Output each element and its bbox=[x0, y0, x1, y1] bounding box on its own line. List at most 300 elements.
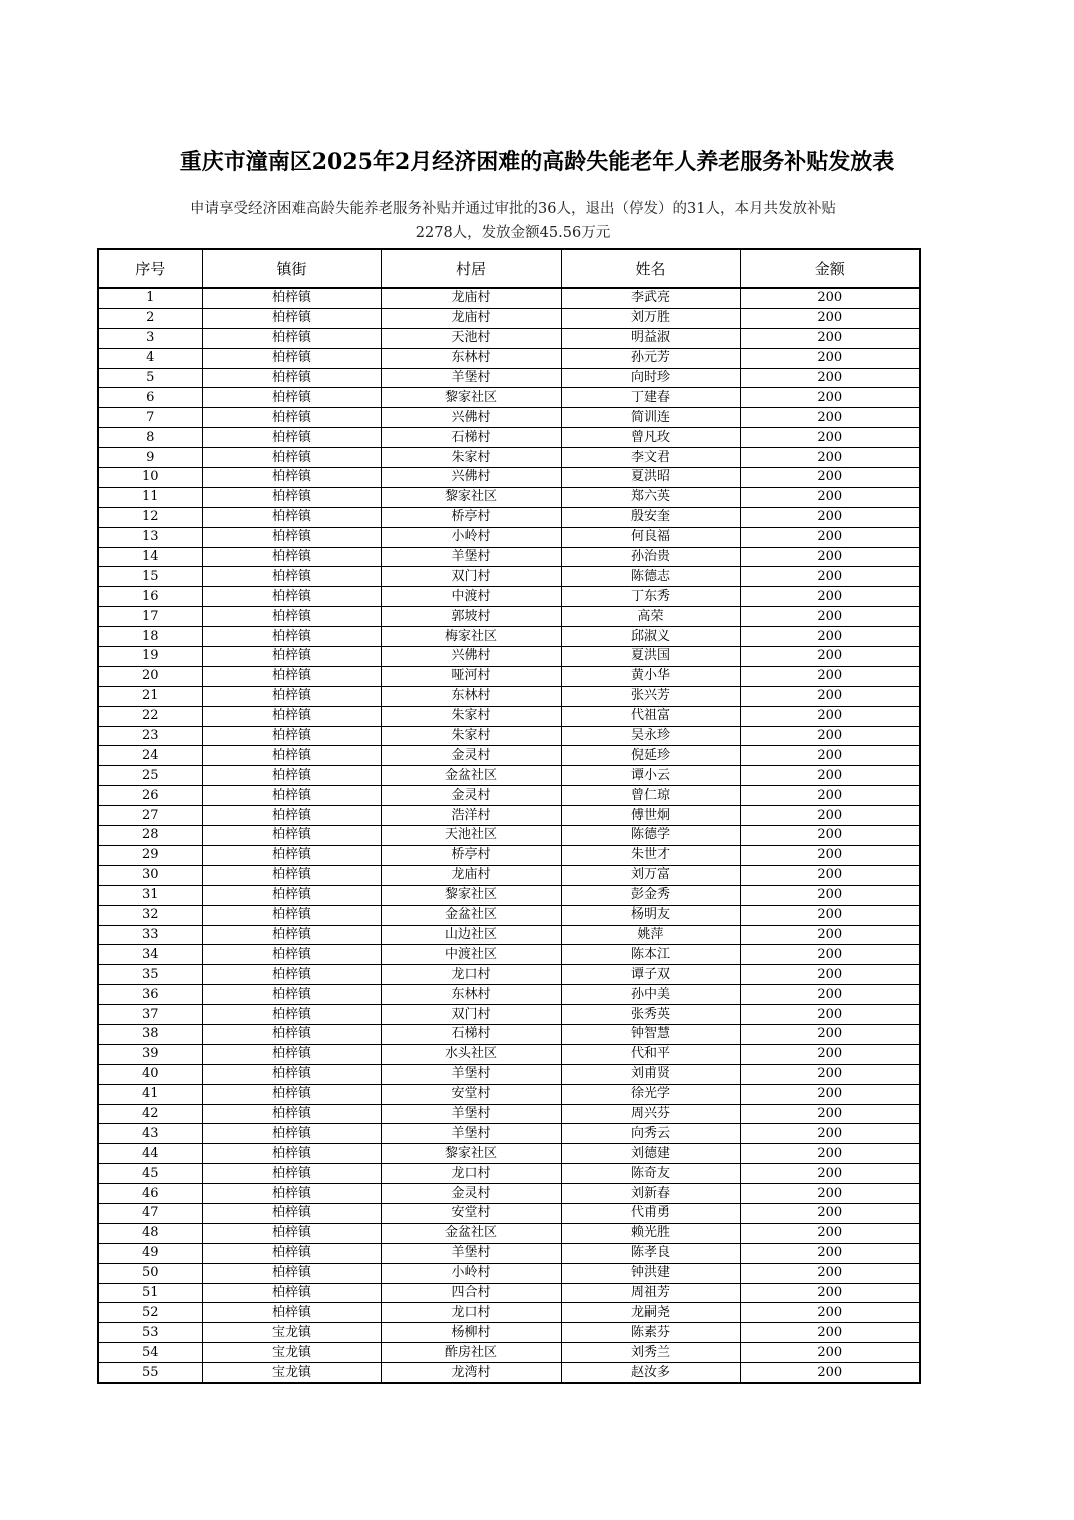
table-row bbox=[98, 288, 920, 308]
table-row bbox=[98, 826, 920, 846]
table-row bbox=[98, 428, 920, 448]
cell-index: 5 bbox=[98, 368, 202, 388]
cell-name: 李武亮 bbox=[561, 288, 740, 308]
cell-name: 朱世才 bbox=[561, 845, 740, 865]
cell-index: 44 bbox=[98, 1144, 202, 1164]
cell-name: 陈德学 bbox=[561, 826, 740, 846]
cell-village: 天池社区 bbox=[381, 826, 561, 846]
summary-line-1: 申请享受经济困难高龄失能养老服务补贴并通过审批的36人，退出（停发）的31人，本月共发放补贴 bbox=[190, 201, 836, 217]
cell-village: 朱家村 bbox=[381, 726, 561, 746]
table-row bbox=[98, 865, 920, 885]
cell-town: 柏梓镇 bbox=[202, 1263, 381, 1283]
cell-village: 兴佛村 bbox=[381, 408, 561, 428]
cell-village: 龙口村 bbox=[381, 965, 561, 985]
cell-index: 40 bbox=[98, 1064, 202, 1084]
cell-village: 东林村 bbox=[381, 985, 561, 1005]
cell-amount: 200 bbox=[740, 826, 920, 846]
cell-town: 柏梓镇 bbox=[202, 985, 381, 1005]
cell-town: 柏梓镇 bbox=[202, 1243, 381, 1263]
cell-name: 杨明友 bbox=[561, 905, 740, 925]
cell-name: 代祖富 bbox=[561, 706, 740, 726]
table-row bbox=[98, 468, 920, 488]
cell-town: 柏梓镇 bbox=[202, 806, 381, 826]
cell-amount: 200 bbox=[740, 1064, 920, 1084]
cell-village: 羊堡村 bbox=[381, 368, 561, 388]
table-row bbox=[98, 308, 920, 328]
cell-village: 羊堡村 bbox=[381, 547, 561, 567]
cell-village: 金盆社区 bbox=[381, 905, 561, 925]
cell-town: 柏梓镇 bbox=[202, 786, 381, 806]
cell-amount: 200 bbox=[740, 985, 920, 1005]
cell-amount: 200 bbox=[740, 487, 920, 507]
cell-index: 33 bbox=[98, 925, 202, 945]
table-row bbox=[98, 666, 920, 686]
cell-amount: 200 bbox=[740, 607, 920, 627]
cell-amount: 200 bbox=[740, 1323, 920, 1343]
table-row bbox=[98, 845, 920, 865]
cell-name: 孙治贵 bbox=[561, 547, 740, 567]
cell-village: 兴佛村 bbox=[381, 468, 561, 488]
cell-name: 陈孝良 bbox=[561, 1243, 740, 1263]
table-row bbox=[98, 885, 920, 905]
cell-village: 龙庙村 bbox=[381, 865, 561, 885]
cell-village: 龙庙村 bbox=[381, 288, 561, 308]
cell-town: 柏梓镇 bbox=[202, 845, 381, 865]
cell-town: 柏梓镇 bbox=[202, 905, 381, 925]
cell-amount: 200 bbox=[740, 468, 920, 488]
cell-name: 丁东秀 bbox=[561, 587, 740, 607]
cell-index: 31 bbox=[98, 885, 202, 905]
cell-amount: 200 bbox=[740, 1243, 920, 1263]
cell-index: 25 bbox=[98, 766, 202, 786]
cell-town: 柏梓镇 bbox=[202, 1203, 381, 1223]
cell-index: 53 bbox=[98, 1323, 202, 1343]
table-row bbox=[98, 985, 920, 1005]
cell-village: 石梯村 bbox=[381, 1024, 561, 1044]
cell-amount: 200 bbox=[740, 627, 920, 647]
table-row bbox=[98, 1124, 920, 1144]
cell-name: 张秀英 bbox=[561, 1005, 740, 1025]
cell-village: 山边社区 bbox=[381, 925, 561, 945]
cell-name: 徐光学 bbox=[561, 1084, 740, 1104]
cell-name: 代和平 bbox=[561, 1044, 740, 1064]
cell-town: 柏梓镇 bbox=[202, 288, 381, 308]
cell-name: 何良福 bbox=[561, 527, 740, 547]
cell-name: 赵汝多 bbox=[561, 1363, 740, 1383]
cell-name: 简训连 bbox=[561, 408, 740, 428]
cell-town: 柏梓镇 bbox=[202, 448, 381, 468]
cell-village: 哑河村 bbox=[381, 666, 561, 686]
cell-index: 42 bbox=[98, 1104, 202, 1124]
cell-town: 柏梓镇 bbox=[202, 965, 381, 985]
cell-town: 宝龙镇 bbox=[202, 1343, 381, 1363]
cell-amount: 200 bbox=[740, 965, 920, 985]
cell-town: 柏梓镇 bbox=[202, 706, 381, 726]
header-village: 村居 bbox=[381, 249, 561, 288]
cell-town: 宝龙镇 bbox=[202, 1323, 381, 1343]
cell-amount: 200 bbox=[740, 925, 920, 945]
cell-town: 柏梓镇 bbox=[202, 388, 381, 408]
cell-index: 10 bbox=[98, 468, 202, 488]
cell-village: 杨柳村 bbox=[381, 1323, 561, 1343]
table-row bbox=[98, 587, 920, 607]
cell-name: 陈德志 bbox=[561, 567, 740, 587]
cell-amount: 200 bbox=[740, 666, 920, 686]
cell-amount: 200 bbox=[740, 448, 920, 468]
cell-town: 柏梓镇 bbox=[202, 527, 381, 547]
cell-name: 刘甫贤 bbox=[561, 1064, 740, 1084]
cell-index: 21 bbox=[98, 686, 202, 706]
table-row bbox=[98, 547, 920, 567]
cell-name: 龙嗣尧 bbox=[561, 1303, 740, 1323]
cell-amount: 200 bbox=[740, 1144, 920, 1164]
cell-village: 羊堡村 bbox=[381, 1243, 561, 1263]
cell-amount: 200 bbox=[740, 806, 920, 826]
table-row bbox=[98, 328, 920, 348]
cell-name: 夏洪国 bbox=[561, 647, 740, 667]
cell-index: 4 bbox=[98, 348, 202, 368]
cell-town: 柏梓镇 bbox=[202, 1303, 381, 1323]
cell-name: 谭小云 bbox=[561, 766, 740, 786]
table-row bbox=[98, 1323, 920, 1343]
cell-name: 代甫勇 bbox=[561, 1203, 740, 1223]
cell-name: 孙元芳 bbox=[561, 348, 740, 368]
cell-town: 柏梓镇 bbox=[202, 766, 381, 786]
cell-name: 刘德建 bbox=[561, 1144, 740, 1164]
cell-town: 柏梓镇 bbox=[202, 826, 381, 846]
cell-amount: 200 bbox=[740, 1363, 920, 1383]
cell-amount: 200 bbox=[740, 905, 920, 925]
table-row bbox=[98, 1084, 920, 1104]
cell-amount: 200 bbox=[740, 1005, 920, 1025]
cell-village: 羊堡村 bbox=[381, 1104, 561, 1124]
cell-amount: 200 bbox=[740, 686, 920, 706]
table-row bbox=[98, 1223, 920, 1243]
cell-name: 夏洪昭 bbox=[561, 468, 740, 488]
cell-village: 四合村 bbox=[381, 1283, 561, 1303]
cell-village: 朱家村 bbox=[381, 706, 561, 726]
table-row bbox=[98, 1243, 920, 1263]
cell-amount: 200 bbox=[740, 388, 920, 408]
cell-index: 17 bbox=[98, 607, 202, 627]
cell-name: 高荣 bbox=[561, 607, 740, 627]
cell-index: 45 bbox=[98, 1164, 202, 1184]
cell-village: 双门村 bbox=[381, 1005, 561, 1025]
cell-village: 金盆社区 bbox=[381, 766, 561, 786]
cell-village: 天池村 bbox=[381, 328, 561, 348]
cell-town: 柏梓镇 bbox=[202, 428, 381, 448]
cell-index: 39 bbox=[98, 1044, 202, 1064]
cell-index: 16 bbox=[98, 587, 202, 607]
summary-line-2: 2278人，发放金额45.56万元 bbox=[415, 225, 611, 241]
cell-amount: 200 bbox=[740, 1044, 920, 1064]
cell-name: 黄小华 bbox=[561, 666, 740, 686]
cell-town: 柏梓镇 bbox=[202, 368, 381, 388]
cell-amount: 200 bbox=[740, 945, 920, 965]
cell-village: 黎家社区 bbox=[381, 885, 561, 905]
cell-name: 向时珍 bbox=[561, 368, 740, 388]
table-row bbox=[98, 706, 920, 726]
cell-town: 柏梓镇 bbox=[202, 746, 381, 766]
cell-town: 柏梓镇 bbox=[202, 587, 381, 607]
cell-village: 黎家社区 bbox=[381, 388, 561, 408]
cell-index: 43 bbox=[98, 1124, 202, 1144]
cell-town: 柏梓镇 bbox=[202, 925, 381, 945]
cell-name: 吴永珍 bbox=[561, 726, 740, 746]
cell-town: 柏梓镇 bbox=[202, 348, 381, 368]
cell-village: 龙湾村 bbox=[381, 1363, 561, 1383]
table-row bbox=[98, 368, 920, 388]
table-row bbox=[98, 1064, 920, 1084]
cell-index: 22 bbox=[98, 706, 202, 726]
header-index: 序号 bbox=[98, 249, 202, 288]
cell-index: 54 bbox=[98, 1343, 202, 1363]
table-row bbox=[98, 786, 920, 806]
cell-amount: 200 bbox=[740, 786, 920, 806]
cell-village: 梅家社区 bbox=[381, 627, 561, 647]
cell-name: 孙中美 bbox=[561, 985, 740, 1005]
cell-village: 兴佛村 bbox=[381, 647, 561, 667]
table-row bbox=[98, 1005, 920, 1025]
cell-amount: 200 bbox=[740, 507, 920, 527]
cell-name: 姚萍 bbox=[561, 925, 740, 945]
cell-index: 11 bbox=[98, 487, 202, 507]
cell-name: 钟智慧 bbox=[561, 1024, 740, 1044]
table-row bbox=[98, 1283, 920, 1303]
cell-amount: 200 bbox=[740, 1124, 920, 1144]
cell-index: 48 bbox=[98, 1223, 202, 1243]
cell-amount: 200 bbox=[740, 1343, 920, 1363]
table-row bbox=[98, 726, 920, 746]
cell-name: 向秀云 bbox=[561, 1124, 740, 1144]
cell-amount: 200 bbox=[740, 368, 920, 388]
cell-village: 龙庙村 bbox=[381, 308, 561, 328]
cell-name: 刘万富 bbox=[561, 865, 740, 885]
cell-index: 51 bbox=[98, 1283, 202, 1303]
cell-town: 柏梓镇 bbox=[202, 647, 381, 667]
cell-amount: 200 bbox=[740, 1164, 920, 1184]
cell-town: 柏梓镇 bbox=[202, 507, 381, 527]
cell-index: 19 bbox=[98, 647, 202, 667]
cell-town: 柏梓镇 bbox=[202, 607, 381, 627]
cell-name: 陈素芬 bbox=[561, 1323, 740, 1343]
cell-town: 柏梓镇 bbox=[202, 945, 381, 965]
table-row bbox=[98, 408, 920, 428]
cell-amount: 200 bbox=[740, 1283, 920, 1303]
table-body bbox=[98, 288, 920, 1383]
cell-amount: 200 bbox=[740, 746, 920, 766]
table-row bbox=[98, 527, 920, 547]
cell-village: 安堂村 bbox=[381, 1203, 561, 1223]
cell-name: 陈奇友 bbox=[561, 1164, 740, 1184]
cell-index: 13 bbox=[98, 527, 202, 547]
cell-index: 23 bbox=[98, 726, 202, 746]
cell-index: 7 bbox=[98, 408, 202, 428]
header-town: 镇街 bbox=[202, 249, 381, 288]
cell-index: 36 bbox=[98, 985, 202, 1005]
cell-amount: 200 bbox=[740, 1203, 920, 1223]
table-row bbox=[98, 1144, 920, 1164]
cell-village: 中渡村 bbox=[381, 587, 561, 607]
cell-village: 羊堡村 bbox=[381, 1064, 561, 1084]
table-header-row bbox=[98, 249, 920, 288]
cell-index: 37 bbox=[98, 1005, 202, 1025]
cell-name: 彭金秀 bbox=[561, 885, 740, 905]
cell-town: 柏梓镇 bbox=[202, 627, 381, 647]
cell-village: 龙口村 bbox=[381, 1164, 561, 1184]
cell-index: 35 bbox=[98, 965, 202, 985]
cell-village: 东林村 bbox=[381, 348, 561, 368]
cell-amount: 200 bbox=[740, 567, 920, 587]
cell-village: 双门村 bbox=[381, 567, 561, 587]
cell-amount: 200 bbox=[740, 1223, 920, 1243]
cell-index: 3 bbox=[98, 328, 202, 348]
cell-town: 柏梓镇 bbox=[202, 1104, 381, 1124]
table-row bbox=[98, 1303, 920, 1323]
table-row bbox=[98, 1024, 920, 1044]
table-row bbox=[98, 806, 920, 826]
cell-name: 周祖芳 bbox=[561, 1283, 740, 1303]
table-row bbox=[98, 965, 920, 985]
cell-village: 安堂村 bbox=[381, 1084, 561, 1104]
table-row bbox=[98, 607, 920, 627]
table-row bbox=[98, 925, 920, 945]
cell-index: 38 bbox=[98, 1024, 202, 1044]
cell-name: 倪延珍 bbox=[561, 746, 740, 766]
cell-name: 郑六英 bbox=[561, 487, 740, 507]
cell-amount: 200 bbox=[740, 647, 920, 667]
cell-village: 东林村 bbox=[381, 686, 561, 706]
cell-index: 32 bbox=[98, 905, 202, 925]
cell-town: 柏梓镇 bbox=[202, 666, 381, 686]
cell-amount: 200 bbox=[740, 1024, 920, 1044]
table-row bbox=[98, 348, 920, 368]
cell-name: 赖光胜 bbox=[561, 1223, 740, 1243]
cell-town: 柏梓镇 bbox=[202, 328, 381, 348]
cell-town: 柏梓镇 bbox=[202, 1084, 381, 1104]
cell-town: 柏梓镇 bbox=[202, 1144, 381, 1164]
cell-amount: 200 bbox=[740, 328, 920, 348]
cell-index: 6 bbox=[98, 388, 202, 408]
cell-town: 柏梓镇 bbox=[202, 468, 381, 488]
table-row bbox=[98, 746, 920, 766]
table-row bbox=[98, 507, 920, 527]
cell-amount: 200 bbox=[740, 308, 920, 328]
cell-amount: 200 bbox=[740, 885, 920, 905]
cell-index: 2 bbox=[98, 308, 202, 328]
cell-village: 金灵村 bbox=[381, 1184, 561, 1204]
cell-index: 20 bbox=[98, 666, 202, 686]
table-row bbox=[98, 905, 920, 925]
cell-village: 小岭村 bbox=[381, 1263, 561, 1283]
table-row bbox=[98, 1363, 920, 1383]
cell-amount: 200 bbox=[740, 547, 920, 567]
cell-town: 柏梓镇 bbox=[202, 1124, 381, 1144]
cell-index: 1 bbox=[98, 288, 202, 308]
cell-amount: 200 bbox=[740, 1303, 920, 1323]
cell-amount: 200 bbox=[740, 706, 920, 726]
cell-index: 52 bbox=[98, 1303, 202, 1323]
cell-name: 刘新春 bbox=[561, 1184, 740, 1204]
cell-village: 金盆社区 bbox=[381, 1223, 561, 1243]
cell-village: 羊堡村 bbox=[381, 1124, 561, 1144]
cell-amount: 200 bbox=[740, 726, 920, 746]
cell-amount: 200 bbox=[740, 1263, 920, 1283]
cell-name: 傅世炯 bbox=[561, 806, 740, 826]
table-row bbox=[98, 1263, 920, 1283]
cell-village: 酢房社区 bbox=[381, 1343, 561, 1363]
header-name: 姓名 bbox=[561, 249, 740, 288]
cell-index: 27 bbox=[98, 806, 202, 826]
cell-town: 宝龙镇 bbox=[202, 1363, 381, 1383]
cell-name: 刘秀兰 bbox=[561, 1343, 740, 1363]
cell-amount: 200 bbox=[740, 408, 920, 428]
subsidy-table bbox=[97, 248, 921, 1384]
table-row bbox=[98, 448, 920, 468]
table-row bbox=[98, 647, 920, 667]
cell-name: 陈本江 bbox=[561, 945, 740, 965]
table-row bbox=[98, 945, 920, 965]
cell-name: 曾仁琼 bbox=[561, 786, 740, 806]
table-row bbox=[98, 766, 920, 786]
cell-village: 石梯村 bbox=[381, 428, 561, 448]
cell-name: 丁建春 bbox=[561, 388, 740, 408]
cell-name: 周兴芬 bbox=[561, 1104, 740, 1124]
cell-amount: 200 bbox=[740, 1104, 920, 1124]
table-row bbox=[98, 1343, 920, 1363]
cell-name: 钟洪建 bbox=[561, 1263, 740, 1283]
cell-amount: 200 bbox=[740, 288, 920, 308]
cell-amount: 200 bbox=[740, 587, 920, 607]
cell-town: 柏梓镇 bbox=[202, 1064, 381, 1084]
cell-village: 桥亭村 bbox=[381, 845, 561, 865]
cell-village: 黎家社区 bbox=[381, 487, 561, 507]
cell-name: 张兴芳 bbox=[561, 686, 740, 706]
cell-index: 15 bbox=[98, 567, 202, 587]
cell-name: 邱淑义 bbox=[561, 627, 740, 647]
cell-amount: 200 bbox=[740, 1084, 920, 1104]
table-row bbox=[98, 1104, 920, 1124]
table-row bbox=[98, 1044, 920, 1064]
cell-index: 12 bbox=[98, 507, 202, 527]
cell-village: 郭坡村 bbox=[381, 607, 561, 627]
cell-village: 金灵村 bbox=[381, 786, 561, 806]
cell-village: 桥亭村 bbox=[381, 507, 561, 527]
cell-town: 柏梓镇 bbox=[202, 686, 381, 706]
table-row bbox=[98, 1184, 920, 1204]
cell-town: 柏梓镇 bbox=[202, 726, 381, 746]
cell-town: 柏梓镇 bbox=[202, 885, 381, 905]
table-row bbox=[98, 567, 920, 587]
cell-village: 中渡社区 bbox=[381, 945, 561, 965]
cell-name: 刘万胜 bbox=[561, 308, 740, 328]
cell-amount: 200 bbox=[740, 1184, 920, 1204]
cell-village: 水头社区 bbox=[381, 1044, 561, 1064]
cell-village: 金灵村 bbox=[381, 746, 561, 766]
cell-amount: 200 bbox=[740, 527, 920, 547]
document-title: 重庆市潼南区2025年2月经济困难的高龄失能老年人养老服务补贴发放表 bbox=[179, 149, 895, 175]
table-row bbox=[98, 1164, 920, 1184]
cell-village: 浩洋村 bbox=[381, 806, 561, 826]
cell-village: 小岭村 bbox=[381, 527, 561, 547]
cell-index: 46 bbox=[98, 1184, 202, 1204]
cell-index: 26 bbox=[98, 786, 202, 806]
cell-name: 明益淑 bbox=[561, 328, 740, 348]
cell-index: 18 bbox=[98, 627, 202, 647]
cell-index: 28 bbox=[98, 826, 202, 846]
cell-town: 柏梓镇 bbox=[202, 1044, 381, 1064]
cell-amount: 200 bbox=[740, 428, 920, 448]
